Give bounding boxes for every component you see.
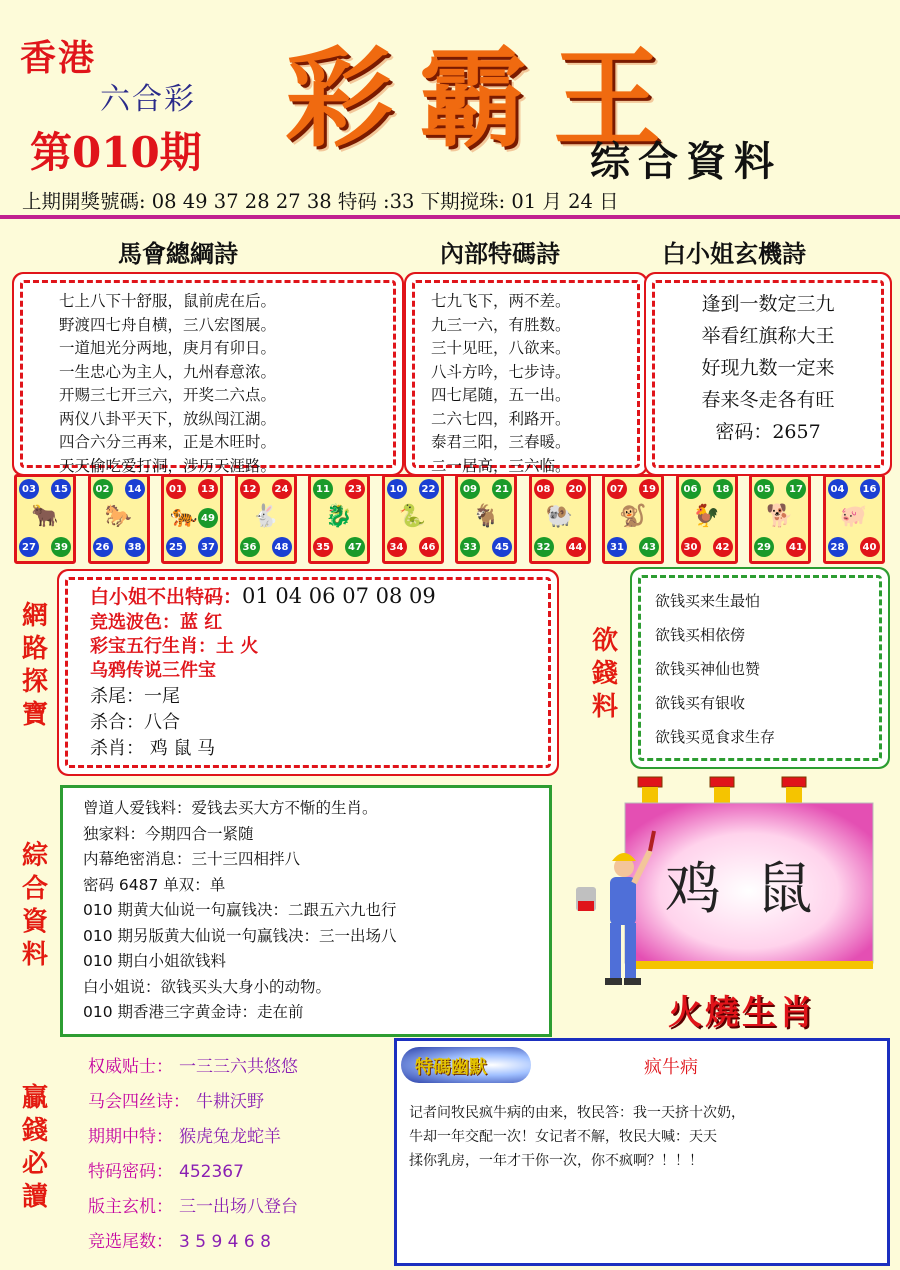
number-ball: 03 — [19, 479, 39, 499]
win-item-value: 452367 — [179, 1162, 244, 1182]
hongkong-label: 香港 — [20, 37, 97, 79]
number-ball: 08 — [534, 479, 554, 499]
side-char: 錢 — [22, 1116, 49, 1146]
zodiac-animal-icon: 🐇 — [251, 504, 280, 529]
number-ball: 19 — [639, 479, 659, 499]
zodiac-card — [602, 474, 664, 564]
number-ball: 37 — [198, 537, 218, 557]
joke-title: 疯牛病 — [644, 1057, 698, 1078]
number-ball: 17 — [786, 479, 806, 499]
zodiac-animal-icon: 🐒 — [619, 504, 647, 529]
number-ball: 29 — [754, 537, 774, 557]
number-ball: 42 — [713, 537, 733, 557]
inner-poem — [431, 290, 571, 478]
win-item-value: 三一出场八登台 — [179, 1197, 298, 1217]
poem-line: 野渡四七舟自横，三八宏图展。 — [59, 315, 277, 334]
win-side-title — [22, 1082, 48, 1214]
number-ball: 14 — [125, 479, 145, 499]
number-ball: 41 — [786, 537, 806, 557]
number-ball: 39 — [51, 537, 71, 557]
inner-poem-title: 內部特碼詩 — [440, 239, 560, 268]
zodiac-animal-icon: 🐂 — [31, 504, 59, 529]
net-side-title — [22, 600, 48, 732]
billboard-text: 鸡 鼠 — [665, 857, 813, 922]
win-item-value: 一三三六共悠悠 — [179, 1057, 298, 1077]
joke-badge — [401, 1047, 531, 1083]
money-item: 欲钱买有银收 — [655, 694, 746, 712]
side-char: 料 — [22, 940, 49, 970]
combo-line: 010 期白小姐欲钱料 — [83, 952, 227, 970]
number-ball: 10 — [387, 479, 407, 499]
joke-badge-label: 特碼幽默 — [415, 1057, 487, 1078]
number-ball: 25 — [166, 537, 186, 557]
number-ball: 46 — [419, 537, 439, 557]
side-char: 料 — [592, 692, 619, 722]
number-ball: 28 — [828, 537, 848, 557]
side-char: 欲 — [592, 626, 619, 656]
number-ball: 05 — [754, 479, 774, 499]
net-line-6: 杀合：八合 — [90, 712, 180, 733]
combo-side-title — [22, 840, 48, 972]
number-ball: 20 — [566, 479, 586, 499]
zodiac-card — [88, 474, 150, 564]
zodiac-card — [308, 474, 370, 564]
number-ball: 30 — [681, 537, 701, 557]
zodiac-animal-icon: 🐓 — [692, 504, 721, 529]
number-ball: 01 — [166, 479, 186, 499]
number-ball: 48 — [272, 537, 292, 557]
win-list — [88, 1050, 298, 1260]
net-line-2: 竞选波色：蓝 红 — [90, 612, 223, 633]
money-box — [638, 575, 882, 761]
joke-line: 记者问牧民疯牛病的由来，牧民答：我一天挤十次奶， — [409, 1105, 745, 1121]
net-box — [65, 577, 551, 768]
joke-box — [394, 1038, 890, 1266]
side-char: 資 — [22, 907, 49, 937]
poem-line: 逢到一数定三九 — [701, 293, 835, 315]
net-line-5: 杀尾：一尾 — [90, 686, 180, 707]
number-ball: 04 — [828, 479, 848, 499]
net-line-1-value: 01 04 06 07 08 09 — [242, 584, 436, 608]
number-ball: 40 — [860, 537, 880, 557]
money-side-title — [592, 625, 618, 724]
zodiac-animal-icon: 🐕 — [766, 504, 794, 529]
poem-line: 一道旭光分两地，庚月有卯日。 — [59, 339, 277, 357]
net-line-4: 乌鸦传说三件宝 — [90, 660, 216, 681]
zodiac-animal-icon: 🐖 — [839, 504, 868, 529]
number-ball: 45 — [492, 537, 512, 557]
masthead — [0, 0, 900, 225]
side-char: 讀 — [22, 1182, 49, 1212]
number-ball: 44 — [566, 537, 586, 557]
money-item: 欲钱买来生最怕 — [655, 592, 761, 610]
poem-line: 密码：2657 — [715, 421, 821, 443]
poem-line: 三十见旺，八欲来。 — [431, 339, 571, 357]
combo-box — [60, 785, 552, 1037]
zodiac-card — [676, 474, 738, 564]
money-item: 欲钱买相依傍 — [655, 626, 746, 644]
money-item: 欲钱买神仙也赞 — [655, 660, 761, 678]
billboard-caption: 火燒生肖 — [668, 993, 816, 1033]
poem-line: 四七尾随，五一出。 — [431, 386, 571, 404]
number-ball: 34 — [387, 537, 407, 557]
win-item-label: 版主玄机： — [88, 1197, 173, 1217]
zodiac-animal-icon: 🐐 — [472, 504, 500, 529]
horse-poem — [59, 290, 276, 478]
number-ball: 21 — [492, 479, 512, 499]
number-ball: 06 — [681, 479, 701, 499]
number-ball: 24 — [272, 479, 292, 499]
number-ball: 33 — [460, 537, 480, 557]
number-ball: 35 — [313, 537, 333, 557]
net-line-1 — [90, 582, 436, 609]
number-ball: 43 — [639, 537, 659, 557]
poem-line: 九三一六，有胜数。 — [431, 315, 571, 334]
win-item — [88, 1085, 298, 1120]
number-ball: 13 — [198, 479, 218, 499]
combo-line: 独家料：今期四合一紧随 — [83, 824, 254, 843]
zodiac-animal-icon: 🐎 — [104, 504, 133, 529]
zodiac-card — [161, 474, 223, 564]
side-char: 網 — [22, 601, 49, 631]
net-line-1-label: 白小姐不出特码： — [90, 586, 243, 608]
inner-poem-box — [412, 280, 640, 475]
combo-line: 曾道人爱钱料：爱钱去买大方不惭的生肖。 — [83, 799, 378, 817]
zodiac-card — [823, 474, 885, 564]
win-item-value: 牛耕沃野 — [196, 1092, 264, 1112]
number-ball: 09 — [460, 479, 480, 499]
side-char: 錢 — [592, 659, 619, 689]
miss-poem — [673, 288, 863, 448]
win-item-value: 3 5 9 4 6 8 — [179, 1232, 271, 1252]
poem-line: 两仪八卦平天下，放纵闯江湖。 — [59, 409, 277, 428]
win-item-label: 权威贴士： — [88, 1057, 173, 1077]
win-item-label: 期期中特： — [88, 1127, 173, 1147]
side-char: 贏 — [22, 1083, 49, 1113]
number-ball: 31 — [607, 537, 627, 557]
number-ball: 38 — [125, 537, 145, 557]
poem-line: 天天偷吃爱打洞，涉历天涯路。 — [59, 456, 277, 475]
net-line-3: 彩宝五行生肖：土 火 — [90, 636, 259, 657]
zodiac-animal-icon: 🐏 — [545, 504, 574, 529]
poem-line: 二六七四，利路开。 — [431, 409, 571, 428]
win-item — [88, 1050, 298, 1085]
number-ball: 16 — [860, 479, 880, 499]
win-item — [88, 1225, 298, 1260]
zodiac-animal-icon: 🐉 — [325, 504, 353, 529]
number-ball: 18 — [713, 479, 733, 499]
side-char: 必 — [22, 1149, 49, 1179]
miss-poem-box — [652, 280, 884, 468]
miss-poem-title: 白小姐玄機詩 — [662, 239, 806, 268]
billboard — [570, 775, 880, 1010]
zodiac-card — [529, 474, 591, 564]
zodiac-card — [382, 474, 444, 564]
poem-line: 春来冬走各有旺 — [701, 389, 835, 411]
poem-line: 八斗方吟，七步诗。 — [431, 362, 571, 381]
liuhecai-label: 六合彩 — [100, 82, 196, 117]
subtitle: 综合資料 — [590, 138, 782, 185]
combo-list — [83, 796, 397, 1026]
side-char: 綜 — [22, 841, 49, 871]
win-item-label: 竞选尾数： — [88, 1232, 173, 1252]
side-char: 寶 — [22, 700, 49, 730]
logo-title: 彩霸王 — [285, 36, 688, 162]
poem-line: 四合六分三再来，正是木旺时。 — [59, 433, 277, 451]
header-divider — [0, 215, 900, 219]
side-char: 路 — [22, 634, 49, 664]
net-line-7: 杀肖： 鸡 鼠 马 — [90, 738, 216, 759]
zodiac-card — [455, 474, 517, 564]
number-ball: 49 — [198, 508, 218, 528]
number-ball: 11 — [313, 479, 333, 499]
number-ball: 23 — [345, 479, 365, 499]
zodiac-animal-icon: 🐍 — [398, 504, 427, 529]
money-item: 欲钱买觅食求生存 — [655, 728, 776, 746]
draw-results-line: 上期開獎號碼: 08 49 37 28 27 38 特码 :33 下期搅珠: 01 月 24 日 — [22, 190, 619, 213]
side-char: 探 — [22, 667, 49, 697]
horse-poem-box — [20, 280, 396, 475]
win-item-label: 特码密码： — [88, 1162, 173, 1182]
poem-line: 七九飞下，两不差。 — [431, 292, 571, 310]
number-ball: 12 — [240, 479, 260, 499]
poem-line: 举看红旗称大王 — [701, 325, 835, 347]
number-ball: 32 — [534, 537, 554, 557]
combo-line: 010 期香港三字黄金诗：走在前 — [83, 1003, 304, 1021]
combo-line: 010 期另版黄大仙说一句赢钱决：三一出场八 — [83, 926, 397, 945]
win-item — [88, 1155, 298, 1190]
combo-line: 白小姐说：欲钱买头大身小的动物。 — [83, 977, 332, 996]
poem-line: 二一居高，三六临。 — [431, 456, 571, 475]
win-item-label: 马会四丝诗： — [88, 1092, 190, 1112]
combo-line: 内幕绝密消息：三十三四相拌八 — [83, 850, 301, 868]
poem-line: 开赐三七开三六，开奖二六点。 — [59, 386, 277, 404]
poem-line: 泰君三阳，三春暖。 — [431, 433, 571, 451]
number-ball: 27 — [19, 537, 39, 557]
combo-line: 010 期黄大仙说一句赢钱决：二跟五六九也行 — [83, 901, 397, 919]
horse-poem-title: 馬會總綱詩 — [118, 239, 238, 268]
number-ball: 02 — [93, 479, 113, 499]
side-char: 合 — [22, 874, 49, 904]
joke-line: 牛却一年交配一次！女记者不解，牧民大喊：天天 — [409, 1129, 717, 1145]
zodiac-card — [749, 474, 811, 564]
joke-line: 揉你乳房，一年才干你一次，你不疯啊？！！！ — [409, 1153, 703, 1169]
zodiac-animal-icon: 🐅 — [170, 504, 198, 529]
number-ball: 47 — [345, 537, 365, 557]
joke-body — [409, 1101, 745, 1173]
win-item-value: 猴虎兔龙蛇羊 — [179, 1127, 281, 1147]
win-item — [88, 1190, 298, 1225]
number-ball: 36 — [240, 537, 260, 557]
win-item — [88, 1120, 298, 1155]
issue-number: 第010期 — [30, 128, 202, 177]
poem-line: 好现九数一定来 — [701, 357, 835, 379]
combo-line: 密码 6487 单双：单 — [83, 875, 226, 894]
number-ball: 22 — [419, 479, 439, 499]
poem-line: 七上八下十舒服，鼠前虎在后。 — [59, 292, 277, 310]
money-list — [655, 584, 775, 754]
number-ball: 15 — [51, 479, 71, 499]
number-ball: 26 — [93, 537, 113, 557]
poem-line: 一生忠心为主人，九州春意浓。 — [59, 362, 277, 381]
zodiac-card — [235, 474, 297, 564]
number-ball: 07 — [607, 479, 627, 499]
zodiac-card — [14, 474, 76, 564]
